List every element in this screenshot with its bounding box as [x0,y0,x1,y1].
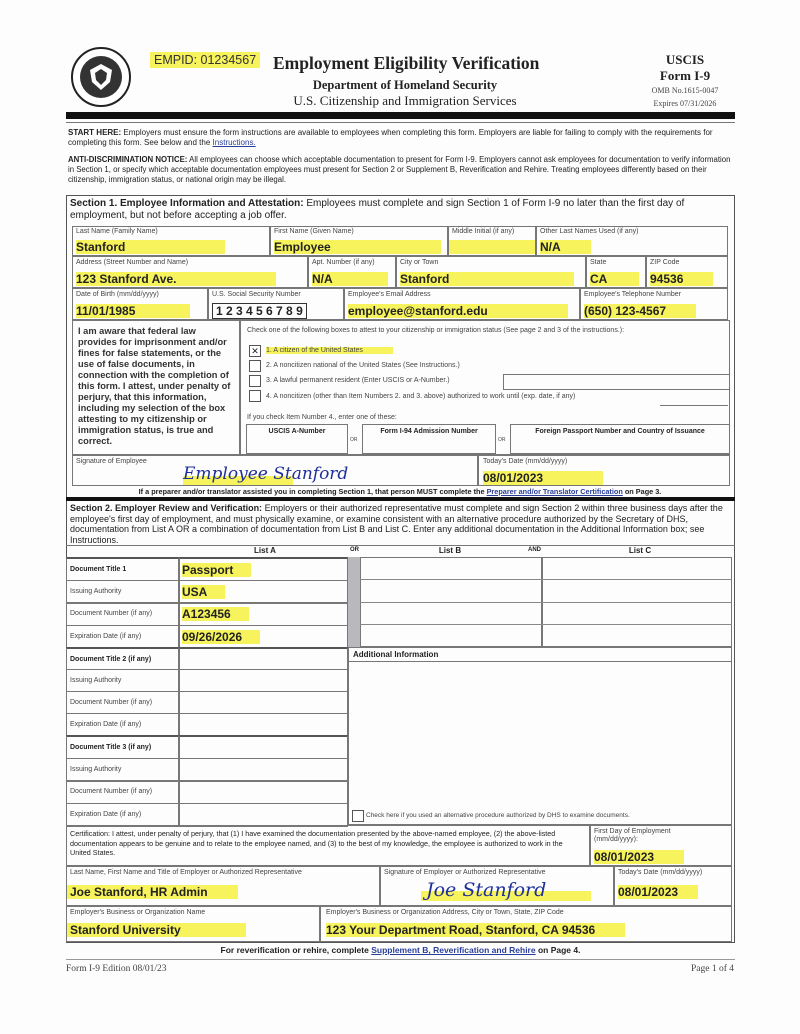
expiration-date: Expires 07/31/2026 [653,99,717,108]
employee-signature-field[interactable]: Signature of Employee Employee Stanford [72,455,478,486]
rep-signature: Joe Stanford [426,879,547,901]
form-number: Form I-9 [659,68,711,83]
anti-discrimination-notice: ANTI-DISCRIMINATION NOTICE: All employees can choose which acceptable documentation to present for Form I-9. Employers cannot ask employees for documentation to verify information in Section 1, or specify which acceptable documentation employees must present for Section 2 or Supplement B, Reverification and Rehire. Treating employees differently based on their citizenship, immigration status, or national origin may be illegal. [68,155,731,184]
option-2-label: 2. A noncitizen national of the United States (See Instructions.) [266,362,460,369]
doc-field-label: Document Title 2 (if any) [66,647,179,670]
preparer-certification-link[interactable]: Preparer and/or Translator Certification [486,487,623,496]
doc-field-input[interactable] [179,758,348,782]
and-header: AND [528,547,541,553]
uscis-a-number-input[interactable]: USCIS A-Number [246,424,348,454]
form-edition: Form I-9 Edition 08/01/23 [66,964,167,974]
doc-field-input[interactable]: USA [179,580,348,604]
omb-number: OMB No.1615-0047 [651,86,719,95]
exp-date-line[interactable] [660,405,728,406]
doc-field-label: Issuing Authority [66,758,179,782]
email-field[interactable]: Employee's Email Address employee@stanford.edu [344,288,580,320]
doc-field-label: Document Number (if any) [66,602,179,626]
address-field[interactable]: Address (Street Number and Name) 123 Stanford Ave. [72,256,308,288]
doc-field-input[interactable] [179,735,348,759]
doc-field-input[interactable] [179,780,348,804]
instructions-link[interactable]: Instructions. [212,138,256,147]
option-4-label: 4. A noncitizen (other than Item Numbers 2. and 3. above) authorized to work until (exp. date, if any) [266,393,576,400]
item4-instruction: If you check Item Number 4., enter one of these: [247,414,397,421]
alt-procedure-label: Check here if you used an alternative procedure authorized by DHS to examine documents. [366,812,630,819]
employee-date-field[interactable]: Today's Date (mm/dd/yyyy) 08/01/2023 [478,455,730,486]
employee-signature: Employee Stanford [183,464,349,484]
business-address-field[interactable]: Employer's Business or Organization Address, City or Town, State, ZIP Code 123 Your Department Road, Stanford, CA 94536 [320,906,732,942]
foreign-passport-input[interactable]: Foreign Passport Number and Country of Issuance [510,424,730,454]
rep-signature-field[interactable]: Signature of Employer or Authorized Representative Joe Stanford [380,866,614,906]
or-label: OR [498,437,506,443]
business-name-field[interactable]: Employer's Business or Organization Name Stanford University [66,906,320,942]
ssn-field[interactable]: U.S. Social Security Number 1 2 3 4 5 6 7 8 9 [208,288,344,320]
other-last-names-field[interactable]: Other Last Names Used (if any) N/A [536,226,728,256]
phone-field[interactable]: Employee's Telephone Number (650) 123-4567 [580,288,728,320]
dob-field[interactable]: Date of Birth (mm/dd/yyyy) 11/01/1985 [72,288,208,320]
first-name-field[interactable]: First Name (Given Name) Employee [270,226,448,256]
form-title: Employment Eligibility Verification [273,53,540,73]
page-number: Page 1 of 4 [690,964,734,974]
additional-info-box[interactable] [348,647,732,825]
option-2-checkbox[interactable] [249,360,261,372]
option-1-label: 1. A citizen of the United States [266,347,393,354]
uscis-label: USCIS [665,52,705,67]
option-3-checkbox[interactable] [249,375,261,387]
alt-procedure-checkbox[interactable] [352,810,364,822]
dhs-seal-icon [70,46,132,108]
start-here-notice: START HERE: Employers must ensure the form instructions are available to employees when completing this form. Employers are liable for failing to comply with the requirements for completing this form. See below and the Instructions. [68,128,713,147]
first-day-field[interactable]: First Day of Employment (mm/dd/yyyy): 08/01/2023 [590,825,732,866]
section-divider [66,497,735,501]
or-separator [348,557,360,647]
doc-field-input[interactable] [179,713,348,736]
doc-field-input[interactable] [179,691,348,714]
department-name: Department of Homeland Security [312,78,498,92]
section1-heading: Section 1. Employee Information and Attestation: Employees must complete and sign Section 1 of Form I-9 no later than the first day of employment, but not before accepting a job offer. [70,198,685,221]
supplement-b-link[interactable]: Supplement B, Reverification and Rehire [371,945,536,955]
list-a-header: List A [254,546,276,555]
agency-name: U.S. Citizenship and Immigration Services [293,93,517,108]
list-c-header: List C [628,546,652,555]
doc-field-label: Expiration Date (if any) [66,803,179,827]
doc-field-label: Document Number (if any) [66,691,179,714]
doc-field-input[interactable]: 09/26/2026 [179,625,348,649]
state-field[interactable]: State CA [586,256,646,288]
doc-field-label: Document Title 1 [66,557,179,581]
or-header: OR [350,547,359,553]
preparer-note: If a preparer and/or translator assisted you in completing Section 1, that person MUST complete the Preparer and/or Translator Certification on Page 3. [138,487,662,496]
option-3-label: 3. A lawful permanent resident (Enter USCIS or A-Number.) [266,377,450,384]
doc-field-label: Issuing Authority [66,669,179,692]
empid-label: EMPID: 01234567 [150,52,260,68]
list-b-header: List B [438,546,462,555]
doc-field-input[interactable] [179,647,348,670]
city-field[interactable]: City or Town Stanford [396,256,586,288]
doc-field-input[interactable] [179,669,348,692]
doc-field-label: Issuing Authority [66,580,179,604]
check-instruction: Check one of the following boxes to attest to your citizenship or immigration status (See page 2 and 3 of the instructions.): [247,327,625,334]
or-label: OR [350,437,358,443]
doc-field-label: Expiration Date (if any) [66,713,179,736]
reverification-note: For reverification or rehire, complete Supplement B, Reverification and Rehire on Page 4. [220,945,581,955]
doc-field-input[interactable] [179,803,348,827]
footer-divider [66,959,735,960]
option-1-checkbox[interactable]: ✕ [249,345,261,357]
doc-field-label: Document Title 3 (if any) [66,735,179,759]
rep-date-field[interactable]: Today's Date (mm/dd/yyyy) 08/01/2023 [614,866,732,906]
header-divider [66,112,735,119]
last-name-field[interactable]: Last Name (Family Name) Stanford [72,226,270,256]
zip-field[interactable]: ZIP Code 94536 [646,256,728,288]
rep-name-field[interactable]: Last Name, First Name and Title of Employer or Authorized Representative Joe Stanford, HR Admin [66,866,380,906]
certification-statement: Certification: I attest, under penalty of perjury, that (1) I have examined the documentation presented by the above-named employee, (2) the above-listed documentation appears to be genuine and to relate to the employee named, and (3) to the best of my knowledge, the employee is authorized to work in the United States. [66,825,590,866]
doc-field-label: Document Number (if any) [66,780,179,804]
additional-info-title: Additional Information [349,648,731,662]
section2-heading: Section 2. Employer Review and Verification: Employers or their authorized representative must complete and sign Section 2 within three business days after the employee's first day of employment, and must physically examine, or examine consistent with an alternative procedure authorized by the Secretary of DHS, documentation from List A OR a combination of documentation from List B and List C. Enter any additional documentation in the Additional Information box; see Instructions. [70,503,723,545]
header-divider-thin [66,122,735,123]
doc-field-input[interactable]: Passport [179,557,348,581]
apt-number-field[interactable]: Apt. Number (if any) N/A [308,256,396,288]
attestation-statement: I am aware that federal law provides for imprisonment and/or fines for false statements, or the use of false documents, in connection with the completion of this form. I attest, under penalty of perjury, that this information, including my selection of the box attesting to my citizenship or immigration status, is true and correct. [72,320,240,455]
option-4-checkbox[interactable] [249,390,261,402]
i94-number-input[interactable]: Form I-94 Admission Number [362,424,496,454]
middle-initial-field[interactable]: Middle Initial (if any) [448,226,536,256]
doc-field-label: Expiration Date (if any) [66,625,179,649]
doc-field-input[interactable]: A123456 [179,602,348,626]
a-number-input[interactable] [503,374,730,390]
